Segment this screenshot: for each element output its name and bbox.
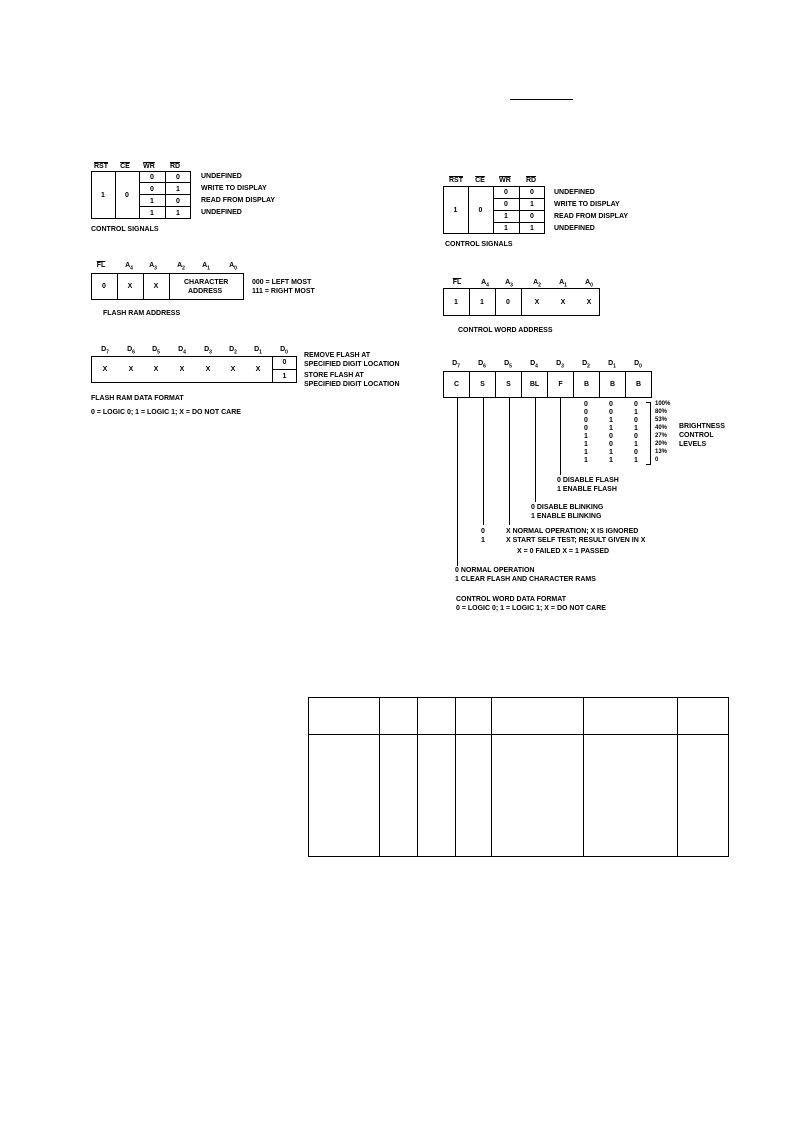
header-d3: $D_3$ bbox=[556, 360, 564, 370]
header-ce: $\overline{CE}$ bbox=[120, 163, 130, 170]
header-d1: $D_1$ bbox=[608, 360, 616, 370]
clear-option: 0 NORMAL OPERATION bbox=[455, 567, 535, 574]
store-flash-note: STORE FLASH AT bbox=[304, 372, 364, 379]
rd-value: 0 bbox=[530, 212, 534, 220]
brightness-bit: 0 bbox=[609, 408, 613, 416]
table-column-rule bbox=[491, 697, 492, 857]
remove-flash-note: SPECIFIED DIGIT LOCATION bbox=[304, 361, 400, 368]
address-note: 111 = RIGHT MOST bbox=[252, 288, 315, 295]
blink-option: 0 DISABLE BLINKING bbox=[531, 504, 604, 511]
bracket bbox=[650, 402, 651, 465]
brightness-bit: 1 bbox=[609, 456, 613, 464]
table-column-rule bbox=[583, 697, 584, 857]
brightness-label: LEVELS bbox=[679, 441, 707, 448]
a2-value: X bbox=[534, 298, 540, 306]
brightness-bit: 1 bbox=[634, 424, 638, 432]
signal-desc: READ FROM DISPLAY bbox=[554, 213, 629, 220]
table-header-rule bbox=[308, 734, 729, 735]
a3-value: X bbox=[153, 283, 159, 290]
wr-value: 0 bbox=[504, 200, 508, 208]
header-d7: $D_7$ bbox=[452, 360, 460, 370]
d4-cell: BL bbox=[521, 371, 548, 398]
leader-line bbox=[560, 398, 561, 475]
header-rd: $\overline{RD}$ bbox=[525, 177, 537, 184]
d2-value: X bbox=[230, 366, 236, 373]
logic-note: 0 = LOGIC 0; 1 = LOGIC 1; X = DO NOT CARE bbox=[456, 605, 606, 612]
selftest-bit: 0 bbox=[481, 528, 485, 535]
signal-desc: WRITE TO DISPLAY bbox=[201, 185, 267, 192]
d1-value: X bbox=[255, 366, 261, 373]
brightness-level: 100% bbox=[655, 401, 671, 407]
a4-value: X bbox=[127, 283, 133, 290]
brightness-bit: 0 bbox=[609, 400, 613, 408]
char-address-line1: CHARACTER bbox=[184, 279, 229, 286]
header-a1: $A_1$ bbox=[559, 279, 567, 289]
header-d2: $D_2$ bbox=[582, 360, 590, 370]
brightness-bit: 0 bbox=[584, 424, 588, 432]
d2-cell: B bbox=[573, 371, 600, 398]
brightness-bit: 1 bbox=[609, 424, 613, 432]
header-fl: $\overline{FL}$ bbox=[452, 279, 462, 286]
ce-value: 0 bbox=[125, 191, 129, 199]
brightness-level: 13% bbox=[655, 449, 668, 455]
leader-line bbox=[509, 398, 510, 525]
wr-value: 0 bbox=[504, 188, 508, 196]
caption: CONTROL SIGNALS bbox=[91, 226, 159, 233]
d5-cell: S bbox=[495, 371, 522, 398]
header-d6: $D_6$ bbox=[478, 360, 486, 370]
brightness-bit: 0 bbox=[634, 432, 638, 440]
d7-value: X bbox=[102, 366, 108, 373]
clear-option: 1 CLEAR FLASH AND CHARACTER RAMS bbox=[455, 576, 596, 583]
signal-desc: UNDEFINED bbox=[554, 225, 595, 232]
selftest-bit: 1 bbox=[481, 537, 485, 544]
ce-value: 0 bbox=[478, 206, 483, 214]
d0-value: 1 bbox=[282, 373, 287, 380]
divider bbox=[169, 273, 170, 300]
wr-value: 1 bbox=[504, 212, 508, 220]
header-d6: $D_6$ bbox=[127, 346, 135, 356]
header-d4: $D_4$ bbox=[178, 346, 186, 356]
header-d5: $D_5$ bbox=[152, 346, 160, 356]
brightness-bit: 0 bbox=[634, 416, 638, 424]
selftest-result: X = 0 FAILED X = 1 PASSED bbox=[517, 548, 610, 555]
brightness-bit: 0 bbox=[584, 400, 588, 408]
table-frame bbox=[308, 697, 729, 857]
d4-value: X bbox=[179, 366, 185, 373]
a0-value: X bbox=[586, 298, 592, 306]
top-rule bbox=[510, 99, 573, 100]
rd-value: 1 bbox=[530, 224, 534, 232]
divider bbox=[521, 288, 522, 316]
header-d7: $D_7$ bbox=[101, 346, 109, 356]
header-a2: $A_2$ bbox=[177, 262, 185, 272]
rd-value: 0 bbox=[176, 173, 180, 181]
header-d2: $D_2$ bbox=[229, 346, 237, 356]
bracket bbox=[646, 464, 651, 465]
brightness-level: 40% bbox=[655, 425, 668, 431]
fl-value: 0 bbox=[102, 283, 106, 290]
header-a4: $A_4$ bbox=[125, 262, 133, 272]
brightness-bit: 1 bbox=[609, 416, 613, 424]
brightness-bit: 1 bbox=[634, 440, 638, 448]
wr-value: 1 bbox=[504, 224, 508, 232]
header-a0: $A_0$ bbox=[585, 279, 593, 289]
header-rd: $\overline{RD}$ bbox=[169, 163, 181, 170]
d1-cell: B bbox=[599, 371, 626, 398]
brightness-bit: 0 bbox=[634, 448, 638, 456]
header-wr: $\overline{WR}$ bbox=[499, 177, 511, 184]
table-column-rule bbox=[677, 697, 678, 857]
store-flash-note: SPECIFIED DIGIT LOCATION bbox=[304, 381, 400, 388]
brightness-bit: 0 bbox=[609, 432, 613, 440]
header-d4: $D_4$ bbox=[530, 360, 538, 370]
rd-value: 0 bbox=[530, 188, 534, 196]
brightness-bit: 1 bbox=[634, 456, 638, 464]
header-d5: $D_5$ bbox=[504, 360, 512, 370]
d3-cell: F bbox=[547, 371, 574, 398]
header-a3: $A_3$ bbox=[505, 279, 513, 289]
d5-value: X bbox=[153, 366, 159, 373]
header-rst: $\overline{RST}$ bbox=[94, 163, 108, 170]
leader-line bbox=[483, 398, 484, 525]
brightness-bit: 1 bbox=[584, 432, 588, 440]
rd-value: 0 bbox=[176, 197, 180, 205]
logic-note: 0 = LOGIC 0; 1 = LOGIC 1; X = DO NOT CARE bbox=[91, 409, 241, 416]
d0-value: 0 bbox=[282, 359, 287, 366]
brightness-bit: 0 bbox=[634, 400, 638, 408]
brightness-level: 53% bbox=[655, 417, 668, 423]
brightness-bit: 1 bbox=[609, 448, 613, 456]
header-d3: $D_3$ bbox=[204, 346, 212, 356]
caption: CONTROL WORD DATA FORMAT bbox=[456, 596, 567, 603]
table-column-rule bbox=[417, 697, 418, 857]
d7-cell: C bbox=[443, 371, 470, 398]
header-rst: $\overline{RST}$ bbox=[449, 177, 463, 184]
table-column-rule bbox=[379, 697, 380, 857]
rd-value: 1 bbox=[176, 185, 180, 193]
signal-desc: UNDEFINED bbox=[554, 189, 595, 196]
d6-value: X bbox=[128, 366, 134, 373]
signal-desc: UNDEFINED bbox=[201, 209, 242, 216]
address-note: 000 = LEFT MOST bbox=[252, 279, 312, 286]
brightness-bit: 0 bbox=[609, 440, 613, 448]
wr-value: 1 bbox=[150, 209, 154, 217]
signal-desc: UNDEFINED bbox=[201, 173, 242, 180]
header-a2: $A_2$ bbox=[533, 279, 541, 289]
caption: FLASH RAM DATA FORMAT bbox=[91, 395, 184, 402]
d6-cell: S bbox=[469, 371, 496, 398]
brightness-bit: 1 bbox=[634, 408, 638, 416]
caption: CONTROL SIGNALS bbox=[445, 241, 513, 248]
wr-value: 0 bbox=[150, 185, 154, 193]
brightness-bit: 0 bbox=[584, 408, 588, 416]
brightness-bit: 1 bbox=[584, 456, 588, 464]
caption: FLASH RAM ADDRESS bbox=[103, 310, 181, 317]
flash-option: 1 ENABLE FLASH bbox=[557, 486, 617, 493]
brightness-bit: 1 bbox=[584, 440, 588, 448]
header-wr: $\overline{WR}$ bbox=[143, 163, 155, 170]
rd-value: 1 bbox=[530, 200, 534, 208]
selftest-option: X START SELF TEST; RESULT GIVEN IN X bbox=[506, 537, 646, 544]
table-column-rule bbox=[455, 697, 456, 857]
brightness-level: 20% bbox=[655, 441, 668, 447]
a3-value: 0 bbox=[506, 298, 510, 306]
fl-value: 1 bbox=[454, 298, 458, 306]
signal-desc: WRITE TO DISPLAY bbox=[554, 201, 620, 208]
flash-option: 0 DISABLE FLASH bbox=[557, 477, 619, 484]
rst-value: 1 bbox=[453, 206, 458, 214]
header-fl: $\overline{FL}$ bbox=[96, 262, 106, 269]
leader-line bbox=[457, 398, 458, 566]
selftest-option: X NORMAL OPERATION; X IS IGNORED bbox=[506, 528, 639, 535]
header-a0: $A_0$ bbox=[229, 262, 237, 272]
char-address-line2: ADDRESS bbox=[188, 288, 223, 295]
header-a4: $A_4$ bbox=[481, 279, 489, 289]
blink-option: 1 ENABLE BLINKING bbox=[531, 513, 602, 520]
wr-value: 0 bbox=[150, 173, 154, 181]
brightness-label: CONTROL bbox=[679, 432, 714, 439]
signal-desc: READ FROM DISPLAY bbox=[201, 197, 276, 204]
header-a1: $A_1$ bbox=[202, 262, 210, 272]
brightness-label: BRIGHTNESS bbox=[679, 423, 725, 430]
header-d0: $D_0$ bbox=[634, 360, 642, 370]
rd-value: 1 bbox=[176, 209, 180, 217]
a4-value: 1 bbox=[480, 298, 484, 306]
d0-cell: B bbox=[625, 371, 652, 398]
remove-flash-note: REMOVE FLASH AT bbox=[304, 352, 371, 359]
leader-line bbox=[535, 398, 536, 502]
caption: CONTROL WORD ADDRESS bbox=[458, 327, 553, 334]
a1-value: X bbox=[560, 298, 566, 306]
wr-value: 1 bbox=[150, 197, 154, 205]
header-d0: $D_0$ bbox=[280, 346, 288, 356]
brightness-level: 27% bbox=[655, 433, 668, 439]
brightness-bit: 0 bbox=[584, 416, 588, 424]
brightness-level: 0 bbox=[655, 457, 659, 463]
brightness-level: 80% bbox=[655, 409, 668, 415]
rst-value: 1 bbox=[101, 191, 105, 199]
d3-value: X bbox=[205, 366, 211, 373]
header-ce: $\overline{CE}$ bbox=[475, 177, 485, 184]
header-d1: $D_1$ bbox=[254, 346, 262, 356]
header-a3: $A_3$ bbox=[149, 262, 157, 272]
brightness-bit: 1 bbox=[584, 448, 588, 456]
